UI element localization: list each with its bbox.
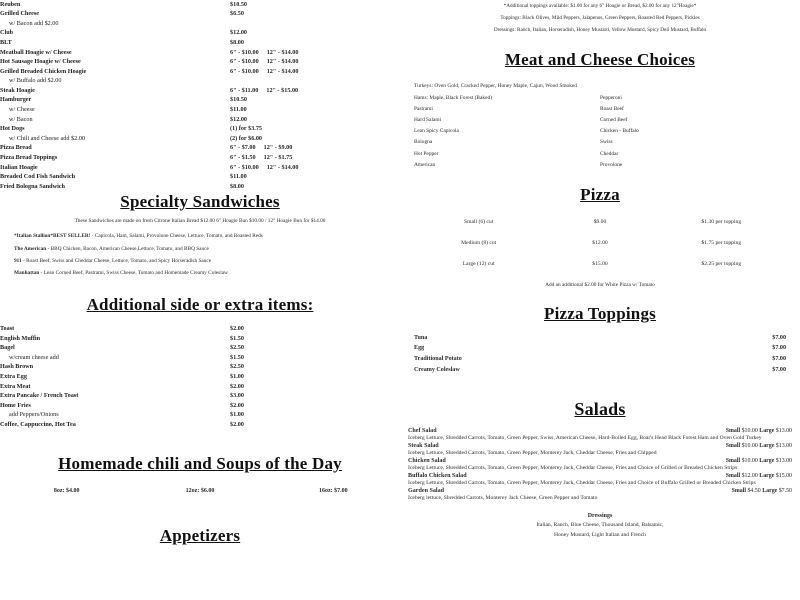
cheese-option: Corned Beef [600, 117, 628, 124]
price-12-inch: 12" - $1.75 [263, 154, 293, 162]
price-12-inch: 12" - $14.00 [266, 58, 299, 66]
menu-item-row [0, 48, 400, 58]
pizza-heading: Pizza [580, 185, 620, 205]
topping-item-name: Egg [414, 345, 425, 352]
menu-item-price [230, 88, 400, 95]
meat-option: Lean Spicy Capicola [414, 128, 459, 135]
extras-heading: Additional side or extra items: [86, 294, 314, 314]
price-12-inch: 12" - $14.00 [266, 67, 299, 75]
dual-price [230, 165, 299, 172]
extra-item-price: $1.00 [230, 373, 244, 381]
extra-item-row [0, 353, 400, 363]
salad-large-price: $13.00 [775, 428, 792, 435]
menu-item-price: $10.50 [230, 0, 248, 8]
salad-small-label: Small [725, 458, 742, 465]
salad-small-label: Small [725, 473, 742, 480]
salad-item-prices [726, 473, 792, 479]
menu-item-row [0, 77, 400, 87]
menu-item-row [0, 115, 400, 125]
menu-item-name: Breaded Cod Fish Sandwich [0, 173, 76, 181]
pizza-price-table [400, 205, 800, 274]
salads-heading: Salads [574, 399, 626, 420]
menu-item-row [0, 134, 400, 144]
specialty-item [0, 243, 400, 255]
meat-option: American [414, 161, 436, 168]
menu-item-row [0, 154, 400, 164]
pizza-topping-price: $1.30 per topping [701, 218, 742, 225]
salad-item-name: Steak Salad [408, 443, 439, 450]
price-12-inch: 12" - $15.00 [266, 86, 299, 94]
menu-item-row [0, 67, 400, 77]
specialty-item-desc: - Roast Beef, Swiss and Cheddar Cheese, Lettuce, Tomato, and Spicy Horseradish Sauce [21, 257, 212, 264]
topping-item-row [400, 343, 800, 354]
salad-small-label: Small [725, 443, 742, 450]
pizza-size-price: $9.00 [593, 218, 607, 225]
menu-item-price [230, 59, 400, 66]
pizza-topping-price: $2.25 per topping [701, 260, 742, 267]
salad-large-label: Large [759, 443, 776, 450]
price-6-inch: 6" - $7.00 [230, 144, 256, 152]
extra-item-row [0, 325, 400, 335]
meat-cheese-heading: Meat and Cheese Choices [504, 50, 696, 70]
salad-item-desc: Iceberg Lettuce, Shredded Carrots, Tomato, Green Pepper, Monterey Jack, Cheddar Cheese, Fries and Chipped [408, 449, 657, 456]
extra-item-row [0, 401, 400, 411]
cheese-option: Chicken - Buffalo [600, 128, 639, 135]
price-6-inch: 6" - $10.00 [230, 67, 259, 75]
salad-item-prices [732, 488, 792, 494]
menu-item-row [0, 125, 400, 135]
white-pizza-note: Add an additional $2.00 for White Pizza w/ Tomato [545, 282, 655, 289]
menu-item-name: Hot Sausage Hoagie w/ Cheese [0, 58, 81, 66]
salad-small-price: $10.00 [741, 458, 760, 465]
menu-item-price: $8.00 [230, 38, 244, 46]
menu-item-price: $11.00 [230, 106, 247, 114]
menu-item-row [0, 10, 400, 20]
turkey-line: Turkeys: Oven Gold, Cracked Pepper, Honey Maple, Cajun, Wood Smoked [414, 83, 577, 90]
salad-large-price: $15.00 [775, 473, 792, 480]
topping-note-line: Toppings: Black Olives, Mild Peppers, Jalapenos, Green Peppers, Roasted Red Peppers, Pickles [500, 15, 700, 22]
topping-item-name: Creamy Coleslaw [414, 366, 460, 373]
extra-item-row [0, 392, 400, 402]
salad-large-price: $7.50 [778, 488, 792, 495]
extra-item-price: $2.00 [230, 382, 244, 390]
pizza-size-label: Medium (8) cut [461, 239, 497, 246]
cheese-option: Provolone [600, 161, 623, 168]
menu-item-row [0, 29, 400, 39]
extra-item-row [0, 420, 400, 430]
cheese-option: Swiss [600, 139, 613, 146]
soup-size: 12oz: $6.00 [185, 488, 215, 495]
menu-item-price: (2) for $6.00 [230, 134, 263, 142]
menu-item-row [0, 182, 400, 192]
soup-size: 16oz: $7.00 [318, 488, 348, 495]
specialty-sandwich-list [0, 231, 400, 281]
menu-item-name: w/ Bacon [9, 115, 33, 123]
extra-item-price: $1.00 [230, 411, 244, 419]
meat-option: Hot Pepper [414, 150, 439, 157]
menu-item-row [0, 96, 400, 106]
menu-item-name: Club [0, 29, 14, 37]
dressings-line-1: Italian, Ranch, Blue Cheese, Thousand Island, Balsamic, [536, 521, 664, 528]
menu-item-row [0, 19, 400, 29]
salad-item-desc: Iceberg Lettuce, Shredded Carrots, Tomato, Green Pepper, Monterey Jack, Cheddar Cheese, Fries and Choice of Grilled or Breaded Chicken Strips [408, 464, 738, 471]
topping-item-price: $7.00 [772, 366, 786, 373]
salad-item [408, 457, 792, 472]
pizza-size-label: Large (12) cut [462, 260, 495, 267]
specialty-item-desc: - Capicola, Ham, Salami, Provolone Cheese, Lettuce, Tomato, and Roasted Reds [90, 233, 263, 240]
menu-item-name: w/ Chili and Cheese add $2.00 [9, 134, 85, 142]
meat-cheese-columns [400, 89, 800, 171]
extra-item-name: Home Fries [0, 401, 31, 409]
cheese-option: Roast Beef [600, 106, 624, 112]
salad-small-price: $10.00 [741, 443, 760, 450]
salad-small-label: Small [731, 488, 748, 495]
menu-item-row [0, 163, 400, 173]
specialty-item-name: 911 [14, 257, 22, 264]
salad-list [400, 420, 800, 502]
soup-size-row [0, 474, 400, 494]
topping-notes [400, 0, 800, 37]
specialty-item-desc: - BBQ Chicken, Bacon, American Cheese,Lettuce, Tomato, and BBQ Sauce [46, 245, 209, 252]
extra-item-name: w/cream cheese add [9, 353, 59, 361]
specialty-sandwiches-heading: Specialty Sandwiches [120, 191, 280, 211]
extra-item-price: $1.50 [230, 334, 244, 342]
extra-item-name: Extra Meat [0, 382, 31, 390]
extra-item-row [0, 363, 400, 373]
salad-item-name: Chicken Salad [408, 458, 446, 465]
extra-item-price: $1.50 [230, 353, 244, 361]
menu-item-name: Grilled Cheese [0, 10, 40, 18]
salad-small-price: $10.00 [741, 428, 760, 435]
cheese-column [600, 93, 786, 171]
menu-item-name: Meatball Hoagie w/ Cheese [0, 48, 72, 56]
dual-price [230, 88, 298, 95]
menu-item-name: Reuben [0, 0, 21, 8]
salad-large-price: $13.00 [775, 458, 792, 465]
extra-item-price: $2.00 [230, 401, 244, 409]
salad-item-prices [726, 443, 792, 449]
extra-item-name: add Peppers/Onions [9, 411, 59, 419]
salad-item [408, 472, 792, 487]
topping-item-name: Traditional Potato [414, 356, 462, 363]
right-column [400, 0, 800, 600]
extra-item-price: $2.00 [230, 420, 244, 428]
extra-item-name: Extra Pancake / French Toast [0, 392, 79, 400]
salad-item-prices [726, 428, 792, 434]
menu-item-row [0, 58, 400, 68]
extras-list [0, 315, 400, 431]
topping-item-row [400, 354, 800, 365]
menu-item-name: Pizza Bread [0, 144, 32, 152]
salad-large-label: Large [759, 458, 776, 465]
extra-item-row [0, 372, 400, 382]
extra-item-row [0, 344, 400, 354]
extra-item-name: Extra Egg [0, 373, 27, 381]
salad-item-name: Garden Salad [408, 488, 445, 495]
topping-note-line: *Additional toppings available: $1.00 for any 6" Hoagie or Bread, $2.00 for any 12"Hoagie* [503, 3, 697, 10]
menu-item-name: Hamburger [0, 96, 32, 104]
menu-item-row [0, 86, 400, 96]
topping-item-name: Tuna [414, 334, 428, 341]
specialty-item [0, 268, 400, 280]
dual-price [230, 50, 299, 57]
pizza-size-price: $15.00 [592, 260, 608, 267]
price-6-inch: 6" - $11.00 [230, 86, 259, 94]
soups-heading: Homemade chili and Soups of the Day [58, 454, 342, 474]
menu-item-price [230, 69, 400, 76]
extra-item-price: $3.00 [230, 392, 244, 400]
deli-sandwich-list [0, 0, 400, 192]
specialty-item [0, 256, 400, 268]
meat-option: Pastrami [414, 106, 433, 112]
menu-item-name: Hot Dogs [0, 125, 25, 133]
extra-item-row [0, 382, 400, 392]
salad-item [408, 487, 792, 502]
specialty-item [0, 231, 400, 243]
specialty-item-name: Manhattan [14, 270, 40, 277]
menu-item-name: Fried Bologna Sandwich [0, 182, 65, 190]
dual-price [230, 69, 299, 76]
dressings-title: Dressings [587, 512, 613, 519]
topping-item-row [400, 332, 800, 343]
meat-option: Bologna [414, 139, 433, 146]
menu-item-name: BLT [0, 38, 12, 46]
pizza-toppings-heading: Pizza Toppings [544, 304, 656, 324]
menu-item-name: w/ Bacon add $2.00 [9, 19, 59, 27]
price-12-inch: 12" - $9.00 [263, 144, 293, 152]
dual-price [230, 145, 292, 152]
salad-item [408, 427, 792, 442]
menu-item-price: $11.00 [230, 173, 247, 181]
salad-large-label: Large [762, 488, 779, 495]
salad-large-label: Large [759, 428, 776, 435]
extra-item-name: Hash Brown [0, 363, 34, 371]
salad-large-label: Large [759, 473, 776, 480]
menu-item-price: $12.00 [230, 29, 248, 37]
dual-price [230, 155, 292, 162]
salad-item-header [408, 472, 792, 479]
extra-item-name: Toast [0, 325, 15, 333]
menu-item-row [0, 173, 400, 183]
specialty-item-desc: - Lean Corned Beef, Pastrami, Swiss Cheese, Tomato and Homemade Creamy Coleslaw [39, 270, 228, 277]
extra-item-name: English Muffin [0, 334, 41, 342]
meat-option: Hard Salami [414, 117, 442, 124]
menu-item-name: Grilled Breaded Chicken Hoagie [0, 67, 87, 75]
menu-item-price [230, 165, 400, 172]
menu-item-price: $10.50 [230, 96, 248, 104]
menu-item-price: $12.00 [230, 115, 248, 123]
menu-item-price [230, 145, 400, 152]
salad-item-desc: Iceberg Lettuce, Shredded Carrots, Tomato, Green Pepper, Swiss, American Cheese, Hard-Boiled Egg, Boar's Head Black Forest Ham and Oven Gold Turkey [408, 434, 762, 441]
extra-item-price: $2.50 [230, 344, 244, 352]
menu-item-row [0, 38, 400, 48]
extra-item-name: Coffee, Cappuccino, Hot Tea [0, 420, 76, 428]
dressings-block [400, 503, 800, 539]
meat-column [414, 93, 600, 171]
salad-item-desc: Iceberg Lettuce, Shredded Carrots, Tomato, Green Pepper, Monterey Jack, Cheddar Cheese, Fries and Choice of Buffalo Grilled or Breaded Chicken Strips [408, 479, 756, 486]
menu-item-price: (1) for $3.75 [230, 125, 263, 133]
appetizers-heading: Appetizers [159, 526, 241, 546]
salad-small-price: $12.00 [741, 473, 760, 480]
salad-item-header [408, 427, 792, 434]
topping-note-line: Dressings: Ranch, Italian, Horseradish, Honey Mustard, Yellow Mustard, Spicy Deli Mustard, Buffalo [493, 27, 707, 34]
salad-item-header [408, 487, 792, 494]
pizza-toppings-list [400, 324, 800, 375]
salad-item [408, 442, 792, 457]
pizza-size-price: $12.00 [592, 239, 608, 246]
meat-option: Hams: Maple, Black Forest (Baked) [414, 94, 492, 101]
extra-item-row [0, 411, 400, 421]
specialty-item-name: *Italian Stallion*BEST SELLER! [14, 233, 91, 240]
topping-item-price: $7.00 [772, 356, 786, 363]
salad-small-price: $4.50 [747, 488, 763, 495]
extra-item-price: $2.50 [230, 363, 244, 371]
menu-item-price: $6.50 [230, 10, 244, 18]
salad-large-price: $13.00 [775, 443, 792, 450]
salad-item-name: Buffalo Chicken Salad [408, 473, 467, 480]
menu-item-row [0, 144, 400, 154]
topping-item-row [400, 365, 800, 376]
menu-item-name: w/ Cheese [9, 106, 35, 114]
topping-item-price: $7.00 [772, 334, 786, 341]
soup-size: 8oz: $4.00 [53, 488, 80, 495]
specialty-intro: These Sandwiches are made on fresh Citrone Italian Bread $12.00 6" Hoagie Bun $10.00 / 12" Hoagie Bun for $14.00 [74, 217, 326, 224]
price-6-inch: 6" - $10.00 [230, 163, 259, 171]
salad-item-desc: Iceberg lettuce, Shredded Carrots, Monterey Jack Cheese, Green Pepper and Tomato [408, 494, 598, 501]
dressings-line-2: Honey Mustard, Light Italian and French [554, 531, 646, 538]
pizza-size-row [418, 211, 782, 232]
salad-item-name: Chef Salad [408, 428, 437, 435]
specialty-item-name: The American [14, 245, 47, 252]
salad-item-header [408, 457, 792, 464]
extra-item-name: Bagel [0, 344, 15, 352]
salad-item-header [408, 442, 792, 449]
pizza-topping-price: $1.75 per topping [701, 239, 742, 246]
price-6-inch: 6" - $10.00 [230, 58, 259, 66]
menu-item-price: $8.00 [230, 182, 244, 190]
pizza-size-row [418, 232, 782, 253]
extra-item-row [0, 334, 400, 344]
price-12-inch: 12" - $14.00 [266, 163, 299, 171]
extra-item-price: $2.00 [230, 325, 244, 333]
pizza-size-label: Small (6) cut [464, 218, 494, 225]
price-6-inch: 6" - $10.00 [230, 48, 259, 56]
price-12-inch: 12" - $14.00 [266, 48, 299, 56]
menu-item-price [230, 155, 400, 162]
salad-item-prices [726, 458, 792, 464]
price-6-inch: 6" - $1.50 [230, 154, 256, 162]
dual-price [230, 59, 299, 66]
cheese-option: Cheddar [600, 150, 619, 157]
menu-item-name: Pizza Bread Toppings [0, 154, 58, 162]
cheese-option: Pepperoni [600, 94, 622, 101]
topping-item-price: $7.00 [772, 345, 786, 352]
menu-item-name: Steak Hoagie [0, 86, 35, 94]
menu-item-name: w/ Buffalo add $2.00 [9, 77, 62, 85]
menu-item-name: Italian Hoagie [0, 163, 38, 171]
salad-small-label: Small [725, 428, 742, 435]
pizza-size-row [418, 253, 782, 274]
menu-item-row [0, 0, 400, 10]
menu-item-price [230, 50, 400, 57]
menu-item-row [0, 106, 400, 116]
